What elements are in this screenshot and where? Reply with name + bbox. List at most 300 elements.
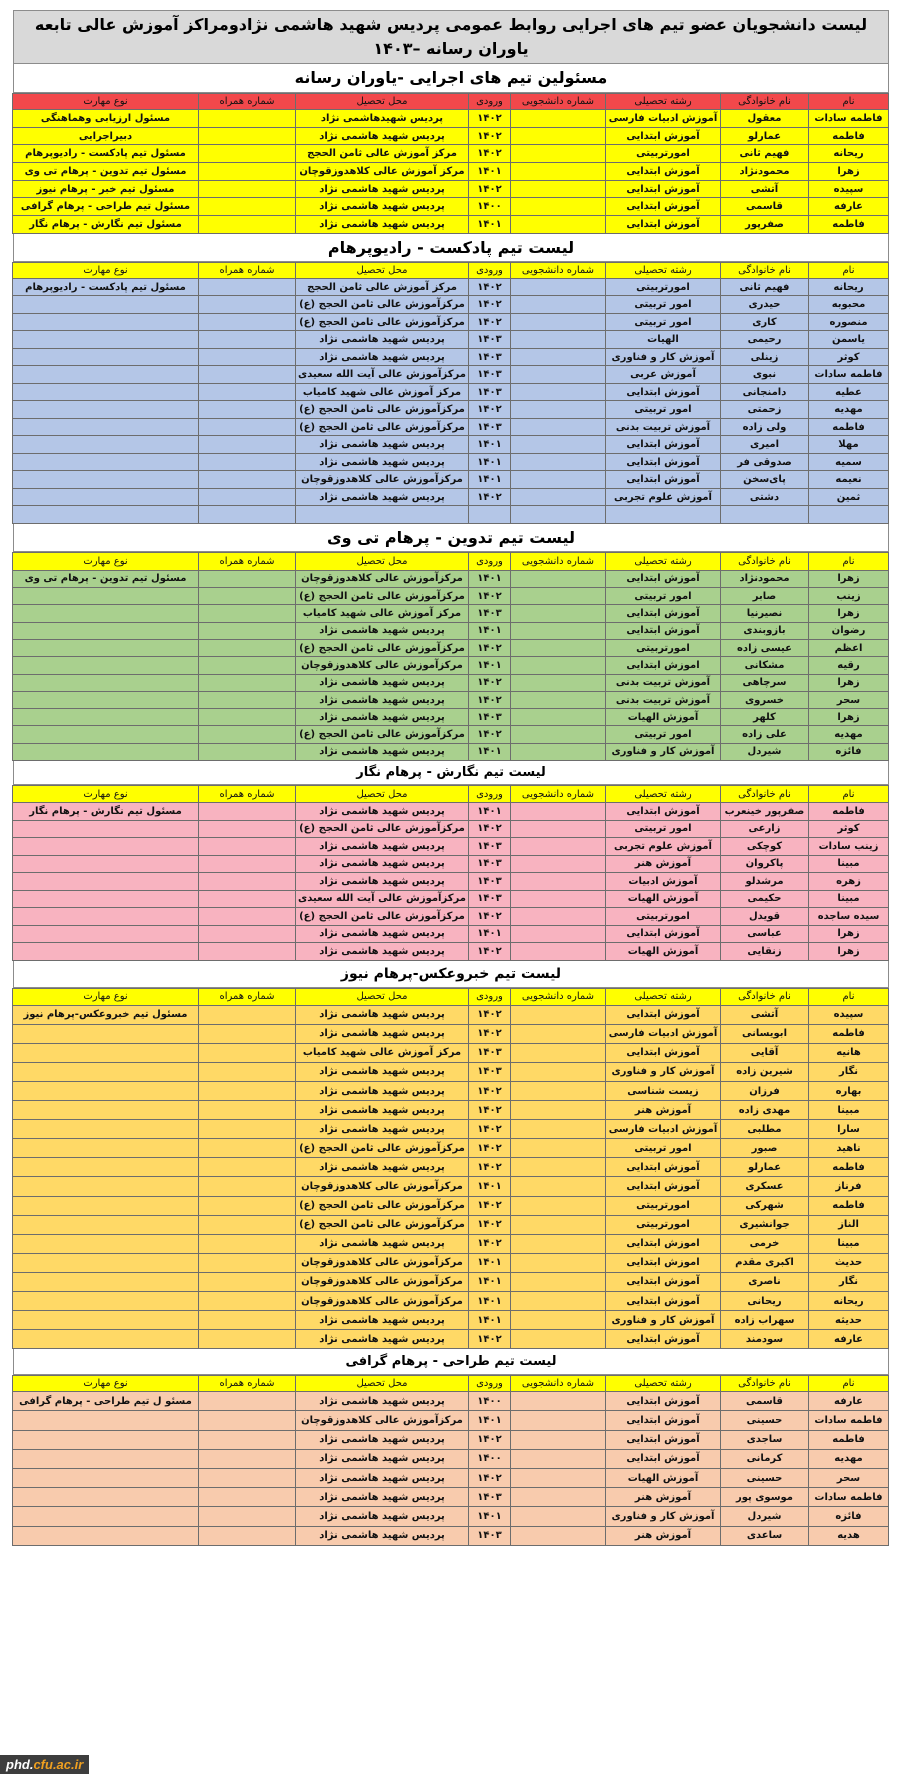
cell-campus: مرکزآموزش عالی کلاهدوزقوچان <box>296 1253 469 1272</box>
cell-campus: مرکزآموزش عالی ثامن الحجج (ع) <box>296 908 469 926</box>
cell-major: امورتربیتی <box>606 908 721 926</box>
cell-campus: پردیس شهید هاشمی نژاد <box>296 1158 469 1177</box>
cell-last-name: پای‌سخن <box>721 471 809 489</box>
cell-last-name: حسینی <box>721 1411 809 1430</box>
cell-phone <box>199 1253 296 1272</box>
cell-major: آموزش الهیات <box>606 890 721 908</box>
cell-major: اموزش ابتدایی <box>606 1234 721 1253</box>
cell-last-name: مهدی زاده <box>721 1101 809 1120</box>
table-row <box>13 1158 889 1177</box>
cell-first-name: فائزه <box>809 743 889 760</box>
cell-student-id <box>511 1430 606 1449</box>
cell-entry-year: ۱۴۰۲ <box>469 908 511 926</box>
column-header-major: رشته تحصیلی <box>606 94 721 110</box>
cell-phone <box>199 640 296 657</box>
cell-phone <box>199 127 296 145</box>
cell-phone <box>199 570 296 587</box>
cell-skill <box>13 1488 199 1507</box>
cell-first-name: فاطمه <box>809 1196 889 1215</box>
cell-first-name: مبینا <box>809 1234 889 1253</box>
cell-campus: پردیس شهید هاشمی نژاد <box>296 925 469 943</box>
cell-first-name: مهدیه <box>809 726 889 743</box>
cell-skill <box>13 1253 199 1272</box>
cell-major: آموزش ابتدایی <box>606 1291 721 1310</box>
cell-phone <box>199 506 296 524</box>
cell-phone <box>199 436 296 454</box>
cell-skill <box>13 605 199 622</box>
column-header-student-id: شماره دانشجویی <box>511 94 606 110</box>
cell-entry-year: ۱۴۰۲ <box>469 691 511 708</box>
table-row <box>13 1177 889 1196</box>
cell-last-name: امیری <box>721 436 809 454</box>
cell-entry-year: ۱۴۰۳ <box>469 366 511 384</box>
cell-entry-year: ۱۴۰۲ <box>469 1139 511 1158</box>
table-row <box>13 1469 889 1488</box>
cell-first-name <box>809 506 889 524</box>
cell-skill <box>13 890 199 908</box>
cell-student-id <box>511 855 606 873</box>
cell-phone <box>199 890 296 908</box>
cell-last-name: صابر <box>721 588 809 605</box>
cell-campus: پردیس شهیدهاشمی نژاد <box>296 110 469 128</box>
table-row <box>13 145 889 163</box>
cell-entry-year: ۱۴۰۲ <box>469 726 511 743</box>
cell-student-id <box>511 908 606 926</box>
cell-skill <box>13 873 199 891</box>
cell-entry-year: ۱۴۰۳ <box>469 1043 511 1062</box>
title-line-2: یاوران رسانه –۱۴۰۳ <box>373 39 529 58</box>
cell-campus: مرکزآموزش عالی کلاهدوزقوچان <box>296 570 469 587</box>
cell-major: آموزش هنر <box>606 855 721 873</box>
cell-entry-year: ۱۴۰۲ <box>469 488 511 506</box>
cell-campus: پردیس شهید هاشمی نژاد <box>296 1081 469 1100</box>
cell-entry-year: ۱۴۰۳ <box>469 1062 511 1081</box>
table-row <box>13 366 889 384</box>
cell-skill: مسئول تیم خبروعکس-پرهام نیوز <box>13 1005 199 1024</box>
table-row <box>13 1005 889 1024</box>
cell-last-name: زینلی <box>721 348 809 366</box>
cell-phone <box>199 331 296 349</box>
table-row <box>13 1043 889 1062</box>
cell-first-name: محبوبه <box>809 296 889 314</box>
cell-last-name: صبور <box>721 1139 809 1158</box>
cell-major: الهیات <box>606 331 721 349</box>
cell-major: آموزش ابتدایی <box>606 1005 721 1024</box>
cell-phone <box>199 1005 296 1024</box>
cell-entry-year: ۱۴۰۱ <box>469 471 511 489</box>
cell-major: آموزش ابتدایی <box>606 1177 721 1196</box>
cell-last-name: معقول <box>721 110 809 128</box>
cell-phone <box>199 1272 296 1291</box>
cell-major: اموزش ابتدایی <box>606 657 721 674</box>
cell-skill <box>13 674 199 691</box>
cell-last-name: بازوبندی <box>721 622 809 639</box>
cell-campus: پردیس شهید هاشمی نژاد <box>296 1101 469 1120</box>
column-header-skill: نوع مهارت <box>13 552 199 570</box>
cell-first-name: کوثر <box>809 820 889 838</box>
cell-last-name: مشکانی <box>721 657 809 674</box>
column-header-last-name: نام خانوادگی <box>721 1376 809 1392</box>
column-header-first-name: نام <box>809 988 889 1005</box>
cell-phone <box>199 1196 296 1215</box>
cell-skill: مسئول تیم تدوین - پرهام تی وی <box>13 163 199 181</box>
cell-major: آموزش ادبیات فارسی <box>606 110 721 128</box>
cell-skill <box>13 1043 199 1062</box>
cell-phone <box>199 145 296 163</box>
cell-major: آموزش علوم تجربی <box>606 838 721 856</box>
cell-skill <box>13 296 199 314</box>
cell-first-name: مهدیه <box>809 401 889 419</box>
cell-entry-year: ۱۴۰۱ <box>469 216 511 234</box>
cell-last-name: اکبری مقدم <box>721 1253 809 1272</box>
cell-entry-year: ۱۴۰۳ <box>469 348 511 366</box>
cell-phone <box>199 471 296 489</box>
cell-student-id <box>511 605 606 622</box>
team-section <box>13 761 889 961</box>
cell-major: امورتربیتی <box>606 145 721 163</box>
cell-first-name: سپیده <box>809 1005 889 1024</box>
cell-student-id <box>511 1234 606 1253</box>
cell-student-id <box>511 198 606 216</box>
cell-skill: مسئول تیم طراحی - پرهام گرافی <box>13 198 199 216</box>
cell-last-name: آقایی <box>721 1043 809 1062</box>
cell-major: امورتربیتی <box>606 640 721 657</box>
cell-last-name: شیردل <box>721 1507 809 1526</box>
cell-major: آموزش ابتدایی <box>606 453 721 471</box>
cell-last-name: فهیم ثانی <box>721 278 809 296</box>
cell-last-name: سهراب زاده <box>721 1311 809 1330</box>
cell-student-id <box>511 127 606 145</box>
column-header-campus: محل تحصیل <box>296 786 469 803</box>
cell-student-id <box>511 488 606 506</box>
cell-skill <box>13 855 199 873</box>
table-row <box>13 401 889 419</box>
cell-entry-year: ۱۴۰۱ <box>469 1311 511 1330</box>
cell-phone <box>199 622 296 639</box>
cell-phone <box>199 726 296 743</box>
cell-student-id <box>511 943 606 961</box>
cell-major: آموزش ابتدایی <box>606 180 721 198</box>
table-row <box>13 1024 889 1043</box>
cell-campus: پردیس شهید هاشمی نژاد <box>296 180 469 198</box>
cell-first-name: فاطمه سادات <box>809 1411 889 1430</box>
column-header-major: رشته تحصیلی <box>606 786 721 803</box>
cell-first-name: فاطمه <box>809 127 889 145</box>
cell-skill <box>13 313 199 331</box>
cell-student-id <box>511 1177 606 1196</box>
table-row <box>13 1215 889 1234</box>
column-header-student-id: شماره دانشجویی <box>511 786 606 803</box>
cell-skill <box>13 488 199 506</box>
column-header-campus: محل تحصیل <box>296 94 469 110</box>
sections-container <box>13 64 889 1546</box>
table-row <box>13 1196 889 1215</box>
column-header-student-id: شماره دانشجویی <box>511 552 606 570</box>
cell-campus: پردیس شهید هاشمی نژاد <box>296 1430 469 1449</box>
cell-entry-year: ۱۴۰۳ <box>469 709 511 726</box>
table-row <box>13 890 889 908</box>
cell-student-id <box>511 1507 606 1526</box>
table-row <box>13 418 889 436</box>
cell-first-name: فاطمه <box>809 216 889 234</box>
table-header-row <box>13 786 889 803</box>
cell-skill <box>13 1215 199 1234</box>
table-row <box>13 803 889 821</box>
cell-campus: مرکز آموزش عالی شهید کامیاب <box>296 383 469 401</box>
cell-major: امور تربیتی <box>606 820 721 838</box>
table-row <box>13 1253 889 1272</box>
team-section <box>13 961 889 1350</box>
cell-entry-year: ۱۴۰۲ <box>469 296 511 314</box>
cell-campus: پردیس شهید هاشمی نژاد <box>296 1062 469 1081</box>
cell-student-id <box>511 622 606 639</box>
cell-last-name: قویدل <box>721 908 809 926</box>
cell-phone <box>199 657 296 674</box>
cell-campus: پردیس شهید هاشمی نژاد <box>296 1469 469 1488</box>
cell-student-id <box>511 570 606 587</box>
cell-entry-year: ۱۴۰۲ <box>469 1024 511 1043</box>
cell-first-name: فاطمه <box>809 803 889 821</box>
cell-last-name: کرمانی <box>721 1449 809 1468</box>
cell-student-id <box>511 331 606 349</box>
cell-phone <box>199 1101 296 1120</box>
cell-last-name: کاری <box>721 313 809 331</box>
cell-major: آموزش تربیت بدنی <box>606 691 721 708</box>
cell-first-name: فاطمه سادات <box>809 1488 889 1507</box>
cell-first-name: زهرا <box>809 925 889 943</box>
cell-student-id <box>511 1411 606 1430</box>
cell-skill <box>13 1311 199 1330</box>
cell-first-name: فاطمه <box>809 1158 889 1177</box>
column-header-last-name: نام خانوادگی <box>721 786 809 803</box>
cell-phone <box>199 1024 296 1043</box>
cell-major: آموزش کار و فناوری <box>606 1311 721 1330</box>
cell-skill: مسئول تیم پادکست - رادیوپرهام <box>13 145 199 163</box>
table-row <box>13 743 889 760</box>
cell-major: آموزش ابتدایی <box>606 605 721 622</box>
column-header-first-name: نام <box>809 786 889 803</box>
column-header-campus: محل تحصیل <box>296 1376 469 1392</box>
cell-last-name: عمارلو <box>721 127 809 145</box>
cell-skill <box>13 1330 199 1349</box>
cell-first-name: سحر <box>809 1469 889 1488</box>
cell-entry-year: ۱۴۰۱ <box>469 925 511 943</box>
team-table <box>12 988 889 1350</box>
cell-major: آموزش ادبیات فارسی <box>606 1120 721 1139</box>
cell-entry-year: ۱۴۰۲ <box>469 1158 511 1177</box>
cell-first-name: یاسمن <box>809 331 889 349</box>
cell-major: آموزش تربیت بدنی <box>606 418 721 436</box>
cell-campus: پردیس شهید هاشمی نژاد <box>296 331 469 349</box>
cell-phone <box>199 110 296 128</box>
cell-phone <box>199 1291 296 1310</box>
cell-student-id <box>511 588 606 605</box>
cell-major: آموزش الهیات <box>606 1469 721 1488</box>
table-row <box>13 488 889 506</box>
cell-skill <box>13 657 199 674</box>
cell-phone <box>199 1081 296 1100</box>
cell-phone <box>199 366 296 384</box>
cell-skill <box>13 622 199 639</box>
cell-phone <box>199 1392 296 1411</box>
cell-skill <box>13 838 199 856</box>
cell-campus: مرکز آموزش عالی کلاهدوزقوچان <box>296 163 469 181</box>
cell-first-name: فاطمه <box>809 1024 889 1043</box>
table-row <box>13 588 889 605</box>
cell-entry-year: ۱۴۰۲ <box>469 401 511 419</box>
cell-skill <box>13 1507 199 1526</box>
cell-phone <box>199 1158 296 1177</box>
table-row <box>13 605 889 622</box>
column-header-phone: شماره همراه <box>199 552 296 570</box>
cell-phone <box>199 1430 296 1449</box>
cell-skill <box>13 588 199 605</box>
cell-entry-year: ۱۴۰۲ <box>469 1196 511 1215</box>
cell-first-name: الناز <box>809 1215 889 1234</box>
table-row <box>13 216 889 234</box>
cell-last-name: زحمتی <box>721 401 809 419</box>
cell-last-name: شهرکی <box>721 1196 809 1215</box>
cell-campus: پردیس شهید هاشمی نژاد <box>296 1024 469 1043</box>
table-row <box>13 908 889 926</box>
spreadsheet <box>13 10 889 1546</box>
cell-entry-year: ۱۴۰۱ <box>469 743 511 760</box>
cell-entry-year: ۱۴۰۱ <box>469 1411 511 1430</box>
cell-major: آموزش ابتدایی <box>606 471 721 489</box>
cell-phone <box>199 383 296 401</box>
cell-last-name: نبوی <box>721 366 809 384</box>
cell-phone <box>199 1411 296 1430</box>
cell-entry-year: ۱۴۰۱ <box>469 622 511 639</box>
cell-last-name: علی زاده <box>721 726 809 743</box>
cell-student-id <box>511 1291 606 1310</box>
cell-phone <box>199 925 296 943</box>
cell-campus: پردیس شهید هاشمی نژاد <box>296 838 469 856</box>
cell-first-name: فاطمه سادات <box>809 366 889 384</box>
table-row <box>13 1330 889 1349</box>
table-row <box>13 674 889 691</box>
cell-phone <box>199 674 296 691</box>
cell-entry-year: ۱۴۰۲ <box>469 1330 511 1349</box>
cell-campus: پردیس شهید هاشمی نژاد <box>296 198 469 216</box>
cell-student-id <box>511 1158 606 1177</box>
cell-campus: مرکزآموزش عالی ثامن الحجج (ع) <box>296 726 469 743</box>
cell-last-name: قاسمی <box>721 198 809 216</box>
cell-student-id <box>511 1469 606 1488</box>
cell-student-id <box>511 401 606 419</box>
cell-skill: مسئو ل تیم طراحی - پرهام گرافی <box>13 1392 199 1411</box>
cell-skill <box>13 1062 199 1081</box>
section-title: لیست تیم تدوین - پرهام تی وی <box>13 524 889 552</box>
cell-entry-year: ۱۴۰۲ <box>469 943 511 961</box>
cell-entry-year: ۱۴۰۲ <box>469 1120 511 1139</box>
cell-skill <box>13 925 199 943</box>
cell-skill <box>13 471 199 489</box>
cell-entry-year: ۱۴۰۳ <box>469 605 511 622</box>
cell-campus: مرکزآموزش عالی ثامن الحجج (ع) <box>296 588 469 605</box>
table-header-row <box>13 552 889 570</box>
cell-campus: مرکزآموزش عالی کلاهدوزقوچان <box>296 657 469 674</box>
cell-skill <box>13 1177 199 1196</box>
cell-entry-year: ۱۴۰۲ <box>469 313 511 331</box>
cell-student-id <box>511 366 606 384</box>
cell-entry-year: ۱۴۰۳ <box>469 383 511 401</box>
cell-first-name: سحر <box>809 691 889 708</box>
watermark-part-2: cfu.ac.ir <box>33 1757 84 1772</box>
cell-first-name: زهرا <box>809 709 889 726</box>
cell-first-name: زهرا <box>809 605 889 622</box>
cell-entry-year: ۱۴۰۱ <box>469 453 511 471</box>
cell-entry-year: ۱۴۰۲ <box>469 1101 511 1120</box>
cell-campus: پردیس شهید هاشمی نژاد <box>296 1392 469 1411</box>
cell-last-name: مطلبی <box>721 1120 809 1139</box>
cell-campus: مرکزآموزش عالی ثامن الحجج (ع) <box>296 313 469 331</box>
cell-skill <box>13 726 199 743</box>
cell-campus: مرکزآموزش عالی ثامن الحجج (ع) <box>296 1196 469 1215</box>
cell-major: آموزش ابتدایی <box>606 383 721 401</box>
cell-last-name: زنقایی <box>721 943 809 961</box>
cell-major: آموزش ابتدایی <box>606 1411 721 1430</box>
cell-last-name: حکیمی <box>721 890 809 908</box>
cell-first-name: کوثر <box>809 348 889 366</box>
cell-student-id <box>511 418 606 436</box>
cell-student-id <box>511 1120 606 1139</box>
cell-entry-year: ۱۴۰۱ <box>469 1177 511 1196</box>
cell-student-id <box>511 278 606 296</box>
cell-first-name: ریحانه <box>809 278 889 296</box>
column-header-last-name: نام خانوادگی <box>721 988 809 1005</box>
cell-skill <box>13 1120 199 1139</box>
cell-entry-year: ۱۴۰۲ <box>469 110 511 128</box>
table-row <box>13 1081 889 1100</box>
cell-first-name: حدیث <box>809 1253 889 1272</box>
cell-skill <box>13 820 199 838</box>
cell-phone <box>199 1330 296 1349</box>
cell-campus: پردیس شهید هاشمی نژاد <box>296 1311 469 1330</box>
cell-phone <box>199 1488 296 1507</box>
cell-last-name: ابویسانی <box>721 1024 809 1043</box>
cell-student-id <box>511 640 606 657</box>
cell-student-id <box>511 216 606 234</box>
cell-student-id <box>511 453 606 471</box>
cell-last-name: فهیم ثانی <box>721 145 809 163</box>
cell-first-name: عارفه <box>809 1330 889 1349</box>
cell-major: آموزش ابتدایی <box>606 216 721 234</box>
cell-entry-year: ۱۴۰۱ <box>469 1291 511 1310</box>
cell-student-id <box>511 1196 606 1215</box>
cell-campus: پردیس شهید هاشمی نژاد <box>296 1526 469 1545</box>
column-header-phone: شماره همراه <box>199 1376 296 1392</box>
table-row <box>13 1101 889 1120</box>
cell-campus: پردیس شهید هاشمی نژاد <box>296 1005 469 1024</box>
cell-student-id <box>511 803 606 821</box>
column-header-major: رشته تحصیلی <box>606 552 721 570</box>
table-row <box>13 127 889 145</box>
table-row <box>13 110 889 128</box>
cell-entry-year: ۱۴۰۲ <box>469 820 511 838</box>
cell-last-name: حسینی <box>721 1469 809 1488</box>
cell-student-id <box>511 743 606 760</box>
cell-entry-year: ۱۴۰۲ <box>469 640 511 657</box>
cell-campus: پردیس شهید هاشمی نژاد <box>296 453 469 471</box>
cell-student-id <box>511 383 606 401</box>
cell-campus: پردیس شهید هاشمی نژاد <box>296 743 469 760</box>
table-row <box>13 943 889 961</box>
cell-skill <box>13 348 199 366</box>
cell-entry-year: ۱۴۰۲ <box>469 127 511 145</box>
cell-first-name: سارا <box>809 1120 889 1139</box>
cell-phone <box>199 943 296 961</box>
